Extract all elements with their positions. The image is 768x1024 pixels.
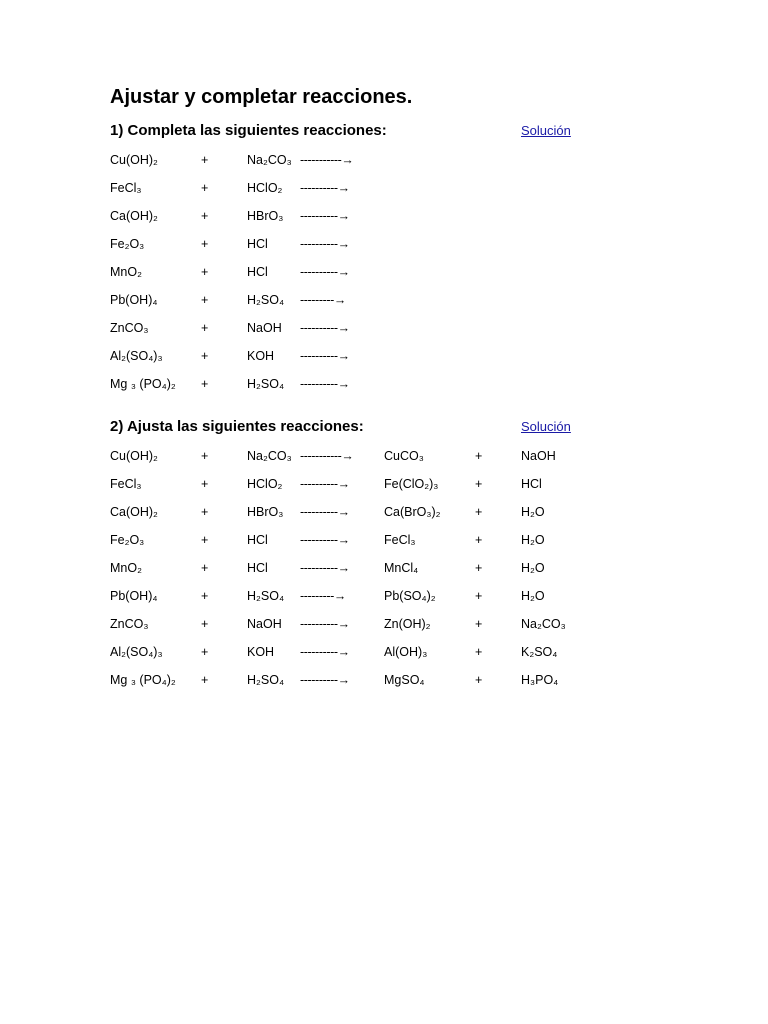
reaction-row [0, 587, 768, 615]
reaction-arrow: ----------→ [300, 673, 350, 687]
reaction-reactant1: Cu(OH)₂ [110, 449, 158, 463]
reaction-product2: Na₂CO₃ [521, 617, 566, 631]
reaction-row [0, 375, 768, 403]
reaction-arrow: ----------→ [300, 561, 350, 575]
reaction-reactant1: Mg ₃ (PO₄)₂ [110, 377, 176, 391]
reaction-reactant1: Mg ₃ (PO₄)₂ [110, 673, 176, 687]
reaction-arrow: ----------→ [300, 617, 350, 631]
reaction-row [0, 235, 768, 263]
reaction-row [0, 291, 768, 319]
reaction-reactant2: HClO₂ [247, 477, 283, 491]
reaction-reactant2: HBrO₃ [247, 209, 284, 223]
reaction-row [0, 447, 768, 475]
reaction-reactant1: MnO₂ [110, 561, 142, 575]
reaction-plus2: + [475, 449, 483, 463]
reaction-arrow: ----------→ [300, 321, 350, 335]
reaction-product2: H₂O [521, 561, 545, 575]
reaction-plus1: + [201, 645, 209, 659]
reaction-product1: Zn(OH)₂ [384, 617, 431, 631]
reaction-reactant1: Al₂(SO₄)₃ [110, 645, 163, 659]
reaction-row [0, 151, 768, 179]
section2-heading: 2) Ajusta las siguientes reacciones: [110, 418, 364, 435]
reaction-reactant1: ZnCO₃ [110, 321, 149, 335]
reaction-arrow: -----------→ [300, 449, 354, 463]
reaction-plus2: + [475, 589, 483, 603]
reaction-arrow: ----------→ [300, 645, 350, 659]
reaction-reactant1: Pb(OH)₄ [110, 589, 158, 603]
reaction-row [0, 559, 768, 587]
section1-reaction-list [0, 151, 768, 403]
reaction-plus1: + [201, 449, 209, 463]
reaction-plus1: + [201, 589, 209, 603]
reaction-reactant2: NaOH [247, 321, 282, 335]
reaction-reactant1: MnO₂ [110, 265, 142, 279]
reaction-reactant1: Fe₂O₃ [110, 533, 145, 547]
reaction-plus1: + [201, 153, 209, 167]
reaction-arrow: ---------→ [300, 589, 346, 603]
reaction-plus1: + [201, 505, 209, 519]
reaction-reactant1: Al₂(SO₄)₃ [110, 349, 163, 363]
reaction-product1: Pb(SO₄)₂ [384, 589, 436, 603]
reaction-reactant2: H₂SO₄ [247, 589, 285, 603]
reaction-product2: H₃PO₄ [521, 673, 559, 687]
reaction-plus1: + [201, 617, 209, 631]
reaction-reactant1: Cu(OH)₂ [110, 153, 158, 167]
reaction-plus1: + [201, 477, 209, 491]
reaction-plus1: + [201, 377, 209, 391]
reaction-reactant2: H₂SO₄ [247, 293, 285, 307]
reaction-reactant1: Ca(OH)₂ [110, 209, 158, 223]
reaction-plus1: + [201, 293, 209, 307]
reaction-reactant2: HBrO₃ [247, 505, 284, 519]
reaction-plus2: + [475, 561, 483, 575]
reaction-row [0, 319, 768, 347]
reaction-reactant2: HCl [247, 533, 268, 547]
reaction-plus1: + [201, 209, 209, 223]
reaction-plus1: + [201, 237, 209, 251]
section2-solution-link[interactable]: Solución [521, 419, 571, 434]
reaction-plus2: + [475, 645, 483, 659]
reaction-row [0, 615, 768, 643]
reaction-plus1: + [201, 349, 209, 363]
reaction-plus1: + [201, 321, 209, 335]
reaction-product2: H₂O [521, 589, 545, 603]
reaction-reactant2: Na₂CO₃ [247, 153, 292, 167]
reaction-reactant2: HCl [247, 265, 268, 279]
reaction-arrow: ----------→ [300, 349, 350, 363]
reaction-arrow: ----------→ [300, 533, 350, 547]
reaction-plus1: + [201, 533, 209, 547]
reaction-row [0, 475, 768, 503]
reaction-product1: CuCO₃ [384, 449, 424, 463]
reaction-plus2: + [475, 477, 483, 491]
reaction-reactant2: H₂SO₄ [247, 377, 285, 391]
reaction-row [0, 531, 768, 559]
reaction-product1: Al(OH)₃ [384, 645, 428, 659]
reaction-plus1: + [201, 265, 209, 279]
reaction-reactant1: Ca(OH)₂ [110, 505, 158, 519]
reaction-row [0, 347, 768, 375]
reaction-reactant1: ZnCO₃ [110, 617, 149, 631]
reaction-plus1: + [201, 181, 209, 195]
reaction-product1: Fe(ClO₂)₃ [384, 477, 439, 491]
reaction-reactant2: NaOH [247, 617, 282, 631]
reaction-arrow: ---------→ [300, 293, 346, 307]
reaction-product1: MgSO₄ [384, 673, 425, 687]
reaction-product1: Ca(BrO₃)₂ [384, 505, 441, 519]
reaction-reactant2: HClO₂ [247, 181, 283, 195]
reaction-plus1: + [201, 673, 209, 687]
reaction-arrow: ----------→ [300, 505, 350, 519]
reaction-plus2: + [475, 617, 483, 631]
reaction-row [0, 263, 768, 291]
reaction-product2: HCl [521, 477, 542, 491]
reaction-arrow: ----------→ [300, 209, 350, 223]
reaction-row [0, 671, 768, 699]
section1-solution-link[interactable]: Solución [521, 123, 571, 138]
page-title: Ajustar y completar reacciones. [110, 86, 413, 108]
reaction-reactant2: H₂SO₄ [247, 673, 285, 687]
reaction-row [0, 643, 768, 671]
reaction-reactant2: HCl [247, 237, 268, 251]
reaction-arrow: ----------→ [300, 237, 350, 251]
reaction-reactant2: HCl [247, 561, 268, 575]
reaction-reactant1: FeCl₃ [110, 181, 142, 195]
reaction-plus1: + [201, 561, 209, 575]
reaction-reactant2: KOH [247, 349, 275, 363]
reaction-plus2: + [475, 673, 483, 687]
section2-reaction-list [0, 447, 768, 699]
reaction-arrow: ----------→ [300, 377, 350, 391]
reaction-reactant2: KOH [247, 645, 275, 659]
reaction-arrow: ----------→ [300, 265, 350, 279]
reaction-product1: MnCl₄ [384, 561, 419, 575]
reaction-product2: H₂O [521, 533, 545, 547]
reaction-product2: K₂SO₄ [521, 645, 558, 659]
reaction-row [0, 503, 768, 531]
reaction-reactant1: Fe₂O₃ [110, 237, 145, 251]
reaction-row [0, 179, 768, 207]
reaction-reactant2: Na₂CO₃ [247, 449, 292, 463]
reaction-reactant1: FeCl₃ [110, 477, 142, 491]
reaction-product2: NaOH [521, 449, 556, 463]
reaction-row [0, 207, 768, 235]
section1-heading: 1) Completa las siguientes reacciones: [110, 122, 387, 139]
reaction-arrow: ----------→ [300, 181, 350, 195]
reaction-plus2: + [475, 533, 483, 547]
reaction-product1: FeCl₃ [384, 533, 416, 547]
reaction-arrow: ----------→ [300, 477, 350, 491]
reaction-arrow: -----------→ [300, 153, 354, 167]
reaction-product2: H₂O [521, 505, 545, 519]
reaction-reactant1: Pb(OH)₄ [110, 293, 158, 307]
reaction-plus2: + [475, 505, 483, 519]
